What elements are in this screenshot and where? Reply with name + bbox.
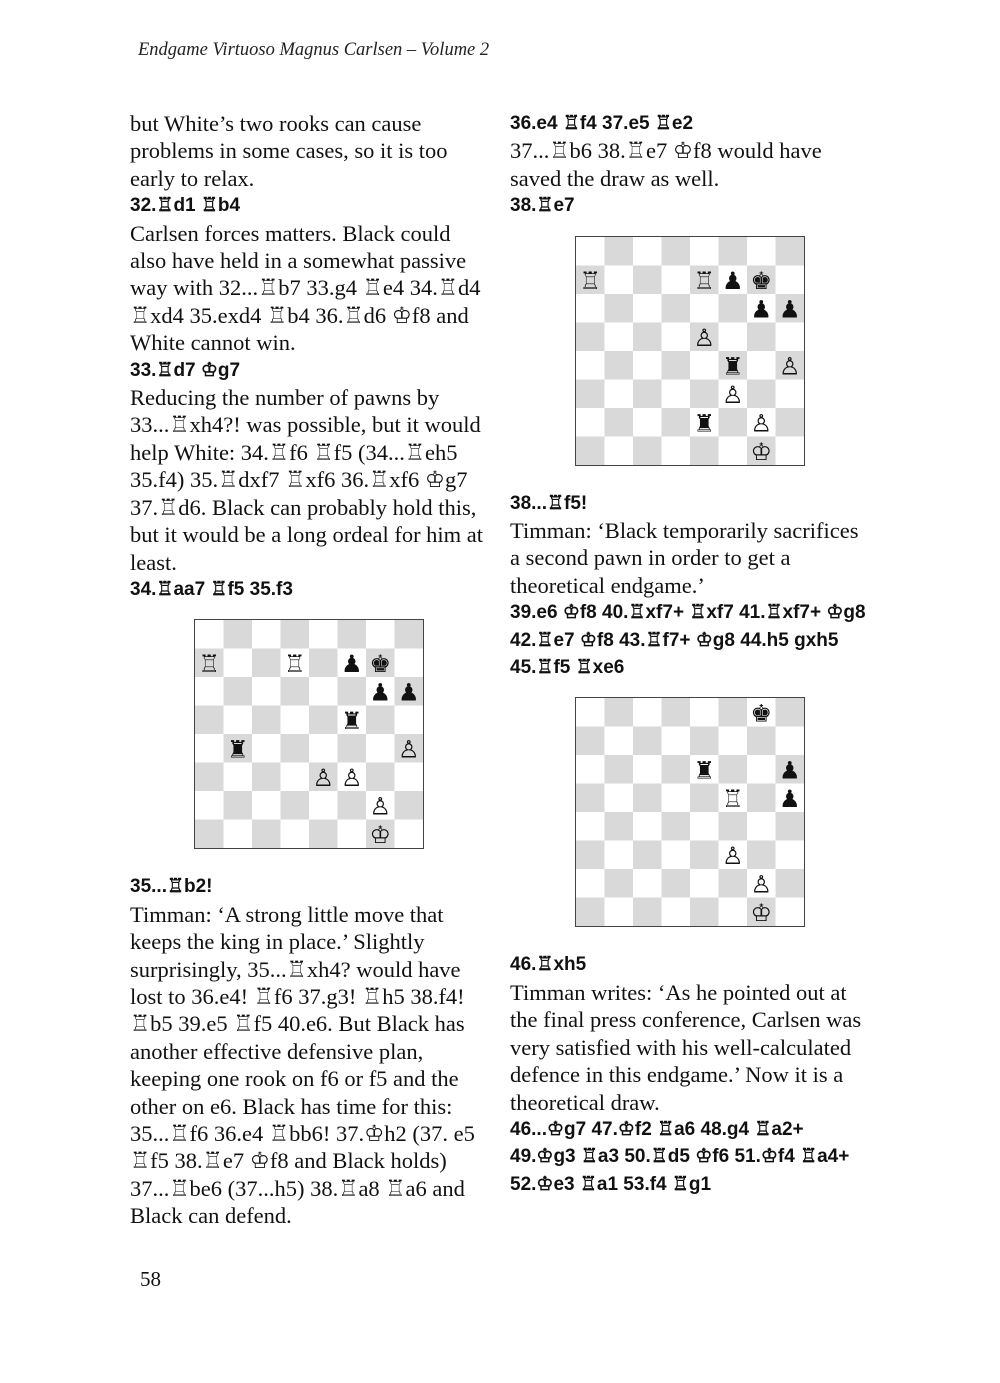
- light-square: [395, 649, 424, 678]
- light-square: [747, 351, 776, 380]
- dark-square: [633, 322, 662, 351]
- dark-square: [576, 841, 605, 870]
- light-square: [195, 791, 224, 820]
- dark-square: [690, 898, 719, 927]
- board-svg: [576, 237, 804, 465]
- light-square: [605, 436, 634, 465]
- light-square: [719, 727, 748, 756]
- light-square: [662, 322, 691, 351]
- light-square: [605, 379, 634, 408]
- light-square: [338, 820, 367, 849]
- white-rook-icon: ♖: [721, 785, 744, 814]
- light-square: [633, 755, 662, 784]
- dark-square: [309, 820, 338, 849]
- move-line: 46.♖xh5: [510, 954, 587, 976]
- black-rook-icon: ♜: [226, 735, 249, 764]
- black-pawn-icon: ♟: [750, 294, 773, 323]
- light-square: [690, 698, 719, 727]
- light-square: [309, 677, 338, 706]
- light-square: [309, 734, 338, 763]
- move-line: 32.♖d1 ♖b4: [130, 195, 241, 217]
- white-pawn-icon: ♙: [693, 323, 716, 352]
- light-square: [366, 734, 395, 763]
- dark-square: [576, 436, 605, 465]
- light-square: [395, 706, 424, 735]
- dark-square: [576, 322, 605, 351]
- dark-square: [338, 791, 367, 820]
- black-pawn-icon: ♟: [340, 650, 363, 679]
- light-square: [576, 698, 605, 727]
- commentary-paragraph: Reducing the number of pawns by 33...♖xh4?! was possible, but it would help White: 34.♖f6 ♖f5 (34...♖eh5 35.f4) 35.♖dxf7 ♖xf6 36.♖xf6 ♔g7 37.♖d6. Black can probably hold this, but it would be a long ordeal for him at least.: [130, 385, 484, 575]
- light-square: [747, 237, 776, 266]
- dark-square: [690, 379, 719, 408]
- dark-square: [747, 784, 776, 813]
- commentary-paragraph: but White’s two rooks can cause problems in some cases, so it is too early to relax.: [130, 111, 448, 191]
- light-square: [690, 237, 719, 266]
- chess-diagram: [510, 220, 870, 490]
- chess-diagram: [130, 603, 488, 873]
- white-pawn-icon: ♙: [750, 870, 773, 899]
- running-header: Endgame Virtuoso Magnus Carlsen – Volume 2: [138, 40, 490, 60]
- light-square: [690, 351, 719, 380]
- white-rook-icon: ♖: [283, 650, 306, 679]
- white-pawn-icon: ♙: [312, 764, 335, 793]
- move-line: 38.♖e7: [510, 195, 575, 217]
- light-square: [633, 351, 662, 380]
- commentary-paragraph: Timman writes: ‘As he pointed out at the final press conference, Carlsen was very satisfied with his well-calculated defence in this endgame.’ Now it is a theoretical draw.: [510, 979, 862, 1115]
- dark-square: [224, 620, 253, 649]
- white-rook-icon: ♖: [693, 266, 716, 295]
- dark-square: [662, 812, 691, 841]
- page-number: 58: [140, 1267, 161, 1291]
- dark-square: [252, 820, 281, 849]
- dark-square: [195, 820, 224, 849]
- dark-square: [605, 755, 634, 784]
- light-square: [605, 841, 634, 870]
- light-square: [719, 898, 748, 927]
- light-square: [605, 784, 634, 813]
- light-square: [252, 620, 281, 649]
- black-pawn-icon: ♟: [397, 678, 420, 707]
- white-pawn-icon: ♙: [778, 351, 801, 380]
- dark-square: [252, 706, 281, 735]
- light-square: [576, 755, 605, 784]
- light-square: [662, 784, 691, 813]
- light-square: [776, 265, 805, 294]
- white-pawn-icon: ♙: [721, 380, 744, 409]
- dark-square: [281, 734, 310, 763]
- move-line: 39.e6 ♔f8 40.♖xf7+ ♖xf7 41.♖xf7+ ♔g8 42.♖e7 ♔f8 43.♖f7+ ♔g8 44.h5 gxh5 45.♖f5 ♖xe6: [510, 602, 866, 679]
- dark-square: [633, 841, 662, 870]
- white-pawn-icon: ♙: [721, 842, 744, 871]
- dark-square: [747, 727, 776, 756]
- dark-square: [605, 812, 634, 841]
- dark-square: [690, 436, 719, 465]
- dark-square: [605, 869, 634, 898]
- light-square: [224, 763, 253, 792]
- light-square: [576, 237, 605, 266]
- dark-square: [366, 763, 395, 792]
- white-pawn-icon: ♙: [397, 735, 420, 764]
- dark-square: [195, 763, 224, 792]
- light-square: [633, 869, 662, 898]
- black-rook-icon: ♜: [340, 707, 363, 736]
- dark-square: [281, 620, 310, 649]
- dark-square: [633, 379, 662, 408]
- dark-square: [576, 784, 605, 813]
- dark-square: [338, 677, 367, 706]
- dark-square: [662, 698, 691, 727]
- move-line: 33.♖d7 ♔g7: [130, 359, 241, 381]
- dark-square: [576, 898, 605, 927]
- dark-square: [719, 755, 748, 784]
- light-square: [776, 727, 805, 756]
- light-square: [309, 791, 338, 820]
- black-king-icon: ♚: [369, 650, 392, 679]
- white-rook-icon: ♖: [198, 650, 221, 679]
- dark-square: [633, 265, 662, 294]
- light-square: [747, 755, 776, 784]
- light-square: [633, 408, 662, 437]
- dark-square: [719, 408, 748, 437]
- dark-square: [690, 727, 719, 756]
- light-square: [690, 294, 719, 323]
- board-svg: [195, 620, 423, 848]
- light-square: [576, 812, 605, 841]
- black-king-icon: ♚: [750, 699, 773, 728]
- dark-square: [338, 620, 367, 649]
- light-square: [662, 379, 691, 408]
- board-svg: [576, 698, 804, 926]
- white-pawn-icon: ♙: [750, 408, 773, 437]
- black-pawn-icon: ♟: [778, 294, 801, 323]
- dark-square: [605, 698, 634, 727]
- light-square: [605, 322, 634, 351]
- dark-square: [395, 791, 424, 820]
- black-pawn-icon: ♟: [721, 266, 744, 295]
- move-line: 35...♖b2!: [130, 876, 213, 898]
- dark-square: [605, 294, 634, 323]
- dark-square: [662, 237, 691, 266]
- light-square: [224, 706, 253, 735]
- dark-square: [662, 351, 691, 380]
- light-square: [662, 265, 691, 294]
- dark-square: [719, 869, 748, 898]
- light-square: [747, 812, 776, 841]
- dark-square: [195, 706, 224, 735]
- dark-square: [747, 322, 776, 351]
- black-rook-icon: ♜: [693, 756, 716, 785]
- dark-square: [747, 379, 776, 408]
- light-square: [195, 734, 224, 763]
- white-king-icon: ♔: [750, 437, 773, 465]
- move-line: 36.e4 ♖f4 37.e5 ♖e2: [510, 113, 694, 134]
- dark-square: [776, 812, 805, 841]
- light-square: [605, 265, 634, 294]
- dark-square: [252, 649, 281, 678]
- dark-square: [662, 294, 691, 323]
- chess-board: [575, 697, 805, 927]
- dark-square: [690, 784, 719, 813]
- light-square: [776, 898, 805, 927]
- dark-square: [252, 763, 281, 792]
- move-line: 34.♖aa7 ♖f5 35.f3: [130, 578, 293, 600]
- black-pawn-icon: ♟: [778, 756, 801, 785]
- commentary-paragraph: Timman: ‘A strong little move that keeps the king in place.’ Slightly surprisingly, 35...♖xh4? would have lost to 36.e4! ♖f6 37.g3! ♖h5 38.f4! ♖b5 39.e5 ♖f5 40.e6. But Black has another effective defensive plan, keeping one rook on f6 or f5 and the other on e6. Black has time for this: 35...♖f6 36.e4 ♖bb6! 37.♔h2 (37. e5 ♖f5 38.♖e7 ♔f8 and Black holds) 37...♖be6 (37...h5) 38.♖a8 ♖a6 and Black can defend.: [130, 901, 475, 1229]
- dark-square: [576, 379, 605, 408]
- light-square: [776, 379, 805, 408]
- black-pawn-icon: ♟: [369, 678, 392, 707]
- light-square: [224, 649, 253, 678]
- light-square: [195, 620, 224, 649]
- light-square: [605, 898, 634, 927]
- light-square: [281, 820, 310, 849]
- right-column: [510, 110, 870, 1198]
- white-pawn-icon: ♙: [340, 764, 363, 793]
- dark-square: [719, 812, 748, 841]
- dark-square: [395, 620, 424, 649]
- dark-square: [338, 734, 367, 763]
- light-square: [633, 294, 662, 323]
- dark-square: [662, 408, 691, 437]
- light-square: [633, 698, 662, 727]
- chess-diagram: [510, 681, 870, 951]
- dark-square: [633, 436, 662, 465]
- chess-board: [194, 619, 424, 849]
- dark-square: [690, 841, 719, 870]
- white-king-icon: ♔: [369, 821, 392, 849]
- light-square: [395, 820, 424, 849]
- light-square: [633, 812, 662, 841]
- light-square: [576, 408, 605, 437]
- dark-square: [309, 706, 338, 735]
- black-king-icon: ♚: [750, 266, 773, 295]
- dark-square: [224, 791, 253, 820]
- light-square: [252, 677, 281, 706]
- dark-square: [776, 698, 805, 727]
- dark-square: [281, 677, 310, 706]
- left-column: [130, 110, 488, 1230]
- light-square: [690, 812, 719, 841]
- light-square: [309, 620, 338, 649]
- light-square: [576, 294, 605, 323]
- dark-square: [747, 841, 776, 870]
- dark-square: [633, 898, 662, 927]
- white-pawn-icon: ♙: [369, 792, 392, 821]
- light-square: [662, 841, 691, 870]
- light-square: [252, 791, 281, 820]
- dark-square: [605, 408, 634, 437]
- dark-square: [224, 677, 253, 706]
- light-square: [633, 237, 662, 266]
- dark-square: [633, 727, 662, 756]
- light-square: [605, 727, 634, 756]
- light-square: [576, 351, 605, 380]
- dark-square: [719, 237, 748, 266]
- light-square: [719, 322, 748, 351]
- dark-square: [776, 237, 805, 266]
- light-square: [252, 734, 281, 763]
- light-square: [662, 898, 691, 927]
- white-rook-icon: ♖: [579, 266, 602, 295]
- light-square: [395, 763, 424, 792]
- light-square: [281, 763, 310, 792]
- dark-square: [366, 706, 395, 735]
- light-square: [776, 841, 805, 870]
- dark-square: [633, 784, 662, 813]
- light-square: [662, 436, 691, 465]
- light-square: [195, 677, 224, 706]
- light-square: [224, 820, 253, 849]
- light-square: [690, 869, 719, 898]
- light-square: [366, 620, 395, 649]
- dark-square: [281, 791, 310, 820]
- dark-square: [662, 755, 691, 784]
- commentary-paragraph: Timman: ‘Black temporarily sacrifices a second pawn in order to get a theoretical endgame.’: [510, 518, 859, 598]
- dark-square: [605, 237, 634, 266]
- light-square: [281, 706, 310, 735]
- light-square: [776, 436, 805, 465]
- dark-square: [719, 698, 748, 727]
- move-line: 38...♖f5!: [510, 492, 588, 514]
- light-square: [576, 869, 605, 898]
- commentary-paragraph: 37...♖b6 38.♖e7 ♔f8 would have saved the draw as well.: [510, 138, 822, 191]
- dark-square: [662, 869, 691, 898]
- dark-square: [776, 869, 805, 898]
- chess-board: [575, 236, 805, 466]
- commentary-paragraph: Carlsen forces matters. Black could also have held in a somewhat passive way with 32...♖b7 33.g4 ♖e4 34.♖d4 ♖xd4 35.exd4 ♖b4 36.♖d6 ♔f8 and White cannot win.: [130, 220, 481, 356]
- dark-square: [576, 727, 605, 756]
- move-line: 46...♔g7 47.♔f2 ♖a6 48.g4 ♖a2+ 49.♔g3 ♖a3 50.♖d5 ♔f6 51.♔f4 ♖a4+ 52.♔e3 ♖a1 53.f4 ♖g1: [510, 1118, 850, 1195]
- black-pawn-icon: ♟: [778, 785, 801, 814]
- light-square: [776, 322, 805, 351]
- light-square: [662, 727, 691, 756]
- black-rook-icon: ♜: [721, 351, 744, 380]
- dark-square: [776, 408, 805, 437]
- dark-square: [719, 294, 748, 323]
- black-rook-icon: ♜: [693, 408, 716, 437]
- dark-square: [605, 351, 634, 380]
- light-square: [719, 436, 748, 465]
- white-king-icon: ♔: [750, 899, 773, 927]
- dark-square: [309, 649, 338, 678]
